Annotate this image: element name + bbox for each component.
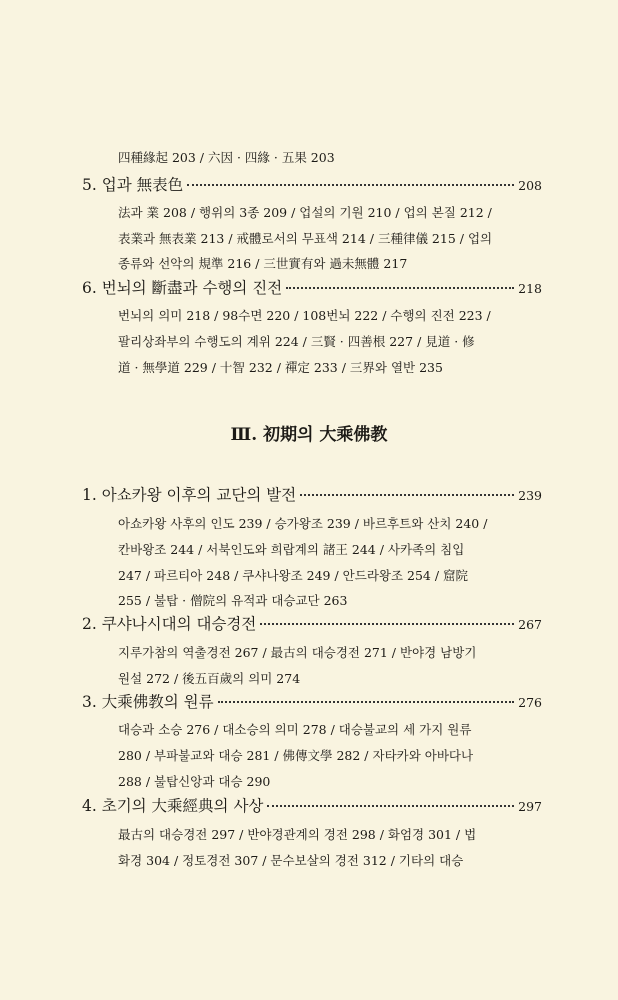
toc-sub-line: 法과 業 208 / 행위의 3종 209 / 업설의 기원 210 / 업의 본질 212 / xyxy=(118,205,492,220)
toc-page-number: 239 xyxy=(518,488,542,503)
toc-section-heading xyxy=(82,614,542,635)
toc-sub-line: 지루가참의 역출경전 267 / 最古의 대승경전 271 / 반야경 남방기 xyxy=(118,645,477,660)
toc-section-heading xyxy=(82,796,542,817)
toc-sub-line: 255 / 불탑 · 僧院의 유적과 대승교단 263 xyxy=(118,593,348,608)
toc-sub-line: 表業과 無表業 213 / 戒體로서의 무표색 214 / 三種律儀 215 / 업의 xyxy=(118,231,493,246)
toc-section-title: 3. 大乘佛教의 원류 xyxy=(82,693,214,711)
leader-dots xyxy=(286,287,514,289)
toc-sub-line: 종류와 선악의 規準 216 / 三世實有와 過未無體 217 xyxy=(118,256,408,271)
toc-section-heading xyxy=(82,175,542,196)
toc-section-heading xyxy=(82,485,542,506)
toc-page-number: 208 xyxy=(518,178,542,193)
toc-sub-line: 칸바왕조 244 / 서북인도와 희랍계의 諸王 244 / 사카족의 침입 xyxy=(118,542,465,557)
leader-dots xyxy=(187,184,514,186)
toc-sub-line: 四種緣起 203 / 六因 · 四緣 · 五果 203 xyxy=(118,150,335,165)
toc-sub-line: 280 / 부파불교와 대승 281 / 佛傳文學 282 / 자타카와 아바다나 xyxy=(118,748,474,763)
leader-dots xyxy=(267,805,514,807)
toc-section-title: 6. 번뇌의 斷盡과 수행의 진전 xyxy=(82,279,283,297)
toc-section-title: 1. 아쇼카왕 이후의 교단의 발전 xyxy=(82,486,297,504)
toc-page-number: 218 xyxy=(518,281,542,296)
toc-page-number: 267 xyxy=(518,617,542,632)
toc-section-title: 5. 업과 無表色 xyxy=(82,176,184,194)
toc-sub-line: 원설 272 / 後五百歲의 의미 274 xyxy=(118,671,301,686)
toc-sub-line: 팔리상좌부의 수행도의 계위 224 / 三賢 · 四善根 227 / 見道 · 修 xyxy=(118,334,475,349)
toc-page-number: 297 xyxy=(518,799,542,814)
toc-sub-line: 道 · 無學道 229 / 十智 232 / 禪定 233 / 三界와 열반 235 xyxy=(118,360,443,375)
toc-sub-line: 화경 304 / 정토경전 307 / 문수보살의 경전 312 / 기타의 대승 xyxy=(118,853,464,868)
toc-section-heading xyxy=(82,278,542,299)
toc-section-title: 4. 초기의 大乘經典의 사상 xyxy=(82,797,264,815)
toc-section-heading xyxy=(82,692,542,713)
toc-sub-line: 288 / 불탑신앙과 대승 290 xyxy=(118,774,271,789)
toc-sub-line: 最古의 대승경전 297 / 반야경관계의 경전 298 / 화엄경 301 / 법 xyxy=(118,827,477,842)
leader-dots xyxy=(218,701,515,703)
part-title: Ⅲ. 初期의 大乘佛教 xyxy=(230,425,388,445)
toc-page-number: 276 xyxy=(518,695,542,710)
toc-sub-line: 247 / 파르티아 248 / 쿠샤나왕조 249 / 안드라왕조 254 / 窟院 xyxy=(118,568,469,583)
toc-sub-line: 번뇌의 의미 218 / 98수면 220 / 108번뇌 222 / 수행의 진전 223 / xyxy=(118,308,491,323)
toc-sub-line: 대승과 소승 276 / 대소승의 의미 278 / 대승불교의 세 가지 원류 xyxy=(118,722,472,737)
leader-dots xyxy=(300,494,514,496)
toc-sub-line: 아쇼카왕 사후의 인도 239 / 승가왕조 239 / 바르후트와 산치 240 / xyxy=(118,516,488,531)
leader-dots xyxy=(260,623,514,625)
toc-section-title: 2. 쿠샤나시대의 대승경전 xyxy=(82,615,257,633)
